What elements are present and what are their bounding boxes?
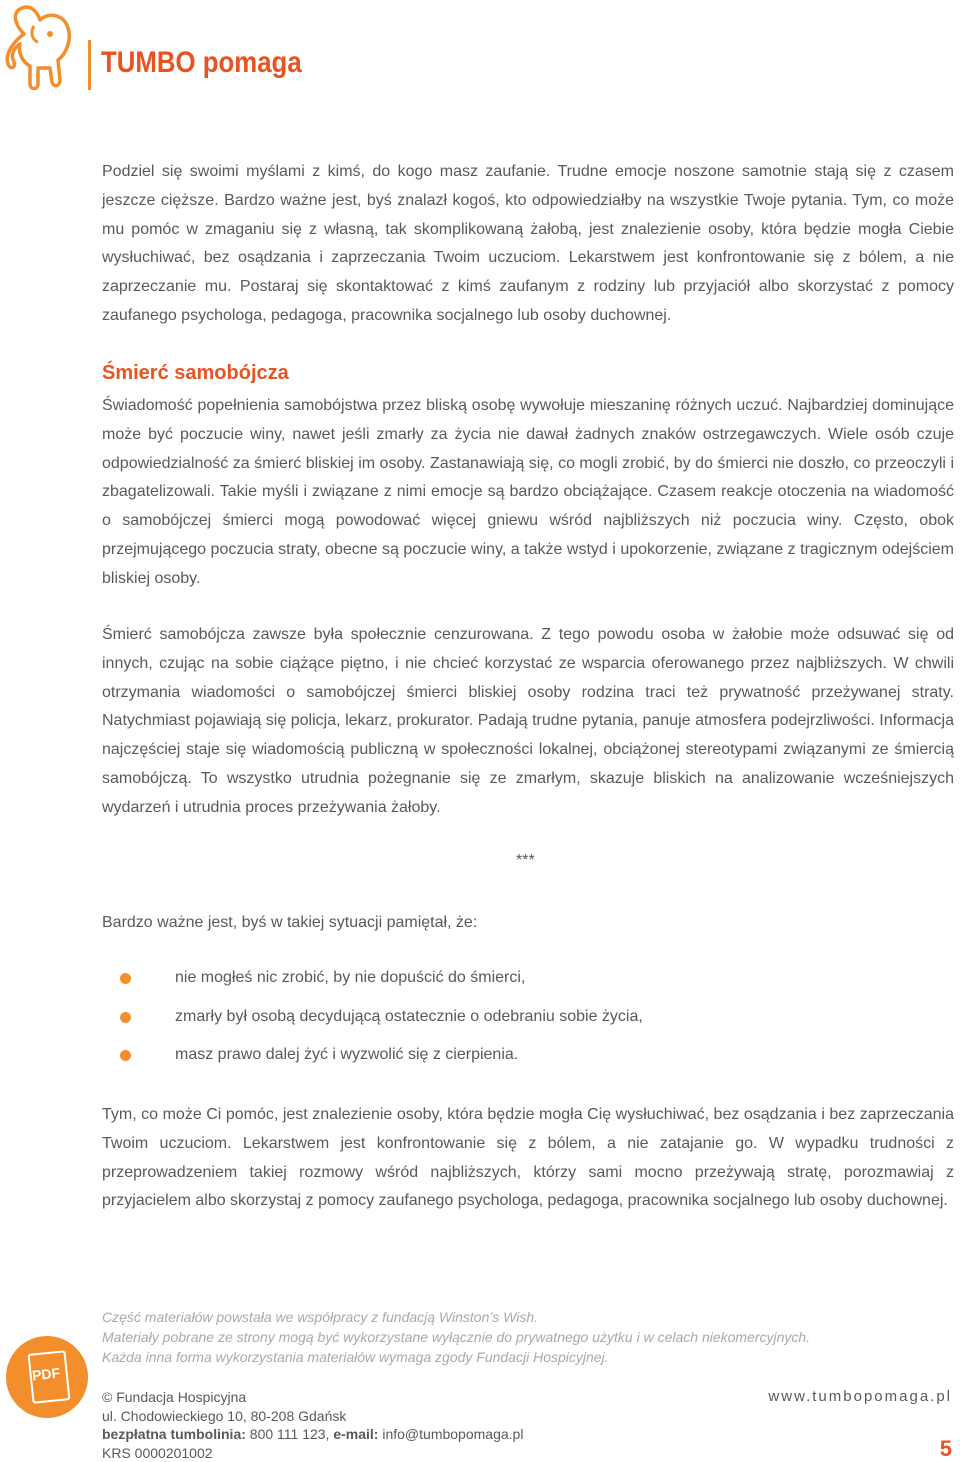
list-item-text: masz prawo dalej żyć i wyzwolić się z cierpienia. [175, 1046, 518, 1063]
section-paragraph-2 [102, 621, 954, 823]
list-item [120, 1003, 643, 1042]
closing-paragraph [102, 1101, 954, 1216]
section-separator: *** [516, 852, 535, 870]
hotline-label: bezpłatna tumbolinia: [102, 1426, 246, 1442]
elephant-logo-icon [4, 4, 76, 92]
footer-notes [102, 1307, 810, 1367]
brand-title: TUMBO pomaga [101, 46, 302, 80]
footer-note: Każda inna forma wykorzystania materiałów wymaga zgody Fundacji Hospicyjnej. [102, 1347, 810, 1367]
section-heading: Śmierć samobójcza [102, 362, 289, 385]
website-link[interactable]: www.tumbopomaga.pl [768, 1388, 952, 1405]
section-paragraph-1 [102, 392, 954, 594]
page-header [0, 0, 960, 100]
advice-list [120, 964, 643, 1080]
list-intro [102, 909, 954, 938]
list-item [120, 1041, 643, 1080]
paragraph-text: Śmierć samobójcza zawsze była społecznie cenzurowana. Z tego powodu osoba w żałobie może odsuwać się od innych, czując na sobie ciążące piętno, i nie chcieć korzystać ze wsparcia oferowanego przez najbliższych. W chwili otrzymania wiadomości o samobójczej śmierci bliskiej osoby rodzina traci też prywatność przeżywanej straty. Natychmiast pojawiają się policja, lekarz, prokurator. Padają trudne pytania, panuje atmosfera podejrzliwości. Informacja najczęściej staje się wiadomością publiczną w społeczności lokalnej, obciążonej stereotypami związanymi ze śmiercią samobójczą. To wszystko utrudnia pożegnanie się ze zmarłym, skazuje bliskich na analizowanie wcześniejszych wydarzeń i utrudnia proces przeżywania żałoby. [102, 621, 954, 823]
intro-paragraph: Podziel się swoimi myślami z kimś, do kogo masz zaufanie. Trudne emocje noszone samotnie stają się z czasem jeszcze cięższe. Bardzo ważne jest, byś znalazł kogoś, kto odpowiedziałby na wszystkie Twoje pytania. Tym, co może mu pomóc w zmaganiu się z własną, tak skomplikowaną żałobą, jest znalezienie osoby, która będzie mogła Ciebie wysłuchiwać, bez osądzania i zaprzeczania Twoim uczuciom. Lekarstwem jest konfrontowanie się z bólem, a nie zaprzeczanie mu. Postaraj się skontaktować z kimś zaufanym z rodziny lub przyjaciół albo skorzystać z pomocy zaufanego psychologa, pedagoga, pracownika socjalnego lub osoby duchownej. [102, 158, 954, 331]
list-item-text: nie mogłeś nic zrobić, by nie dopuścić do śmierci, [175, 969, 525, 986]
pdf-badge [6, 1336, 88, 1418]
bullet-dot-icon [120, 1050, 131, 1061]
bullet-dot-icon [120, 973, 131, 984]
list-item [120, 964, 643, 1003]
footer-note: Materiały pobrane ze strony mogą być wykorzystane wyłącznie do prywatnego użytku i w celach niekomercyjnych. [102, 1327, 810, 1347]
bullet-dot-icon [120, 1012, 131, 1023]
email-link[interactable]: info@tumbopomaga.pl [382, 1426, 523, 1442]
intro-section [102, 158, 954, 331]
page-number: 5 [940, 1436, 952, 1462]
list-item-text: zmarły był osobą decydującą ostatecznie o odebraniu sobie życia, [175, 1008, 643, 1025]
hotline-number: 800 111 123, [250, 1426, 330, 1442]
address: ul. Chodowieckiego 10, 80-208 Gdańsk [102, 1407, 523, 1426]
paragraph-text: Świadomość popełnienia samobójstwa przez bliską osobę wywołuje mieszaninę różnych uczuć. Najbardziej dominujące może być poczucie winy, nawet jeśli zmarły za życia nie dawał żadnych znaków ostrzegawczych. Wiele osób czuje odpowiedzialność za śmierć bliskiej im osoby. Zastanawiają się, co mogli zrobić, by do śmierci nie doszło, co przeoczyli i zbagatelizowali. Takie myśli i związane z nimi emocje są bardzo obciążające. Czasem reakcje otoczenia na wiadomość o samobójczej śmierci mogą powodować więcej gniewu wśród najbliższych niż poczucia winy. Często, obok przejmującego poczucia straty, obecne są poczucie winy, a także wstyd i upokorzenie, związane z tragicznym odejściem bliskiej osoby. [102, 392, 954, 594]
logo-divider [88, 40, 91, 90]
footer-contact [102, 1388, 523, 1462]
email-label: e-mail: [333, 1426, 378, 1442]
krs-number: KRS 0000201002 [102, 1444, 523, 1462]
copyright: © Fundacja Hospicyjna [102, 1388, 523, 1407]
pdf-label: PDF [31, 1365, 61, 1384]
list-intro-text: Bardzo ważne jest, byś w takiej sytuacji pamiętał, że: [102, 909, 954, 938]
footer-note: Część materiałów powstała we współpracy z fundacją Winston’s Wish. [102, 1307, 810, 1327]
paragraph-text: Tym, co może Ci pomóc, jest znalezienie osoby, która będzie mogła Cię wysłuchiwać, bez osądzania i bez zaprzeczania Twoim uczuciom. Lekarstwem jest konfrontowanie się z bólem, a nie zatajanie go. W wypadku trudności z przeprowadzeniem takiej rozmowy wśród najbliższych, którzy sami mocno przeżywają stratę, porozmawiaj z przyjacielem albo skorzystaj z pomocy zaufanego psychologa, pedagoga, pracownika socjalnego lub osoby duchownej. [102, 1101, 954, 1216]
contact-line [102, 1425, 523, 1444]
